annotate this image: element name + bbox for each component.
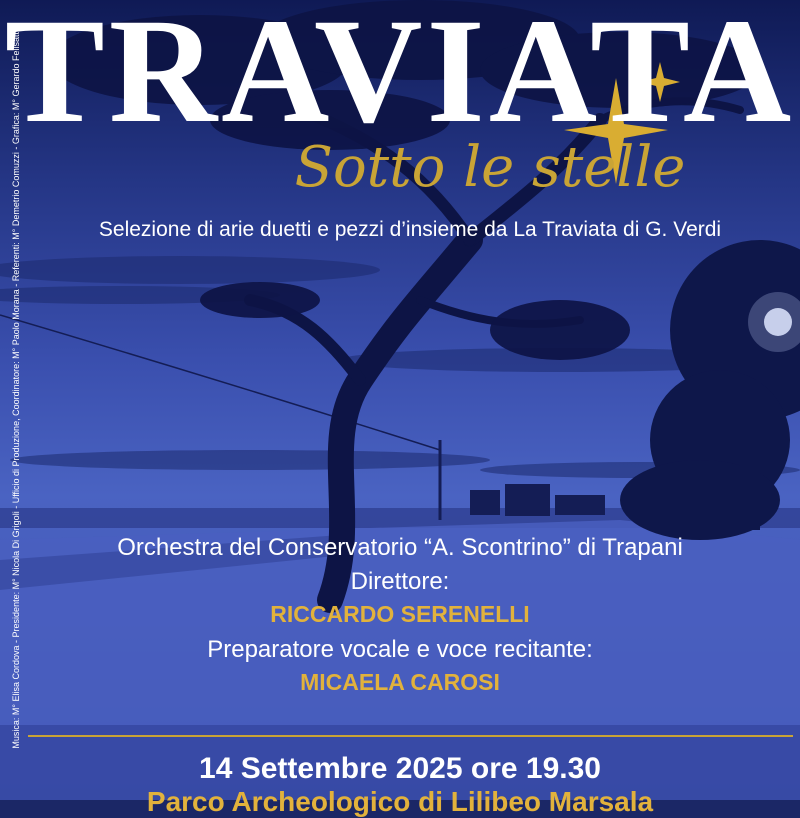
vocal-coach-name: MICAELA CAROSI <box>300 669 500 695</box>
poster-title: TRAVIATA <box>4 0 796 154</box>
director-label: Direttore: <box>350 568 450 595</box>
right-tree <box>620 240 800 540</box>
gold-divider <box>28 735 793 737</box>
poster-subtitle: Sotto le stelle <box>294 135 686 200</box>
production-credits: Musica: M° Elisa Cordova - Presidente: M° Nicola Di Grigoli - Ufficio di Produzione, Coordinatore: M° Paolo Morana - Referenti: M° Demetrio Comuzzi - Grafica: M° Gerardo Felisatti <box>11 30 21 749</box>
vocal-coach-label: Preparatore vocale e voce recitante: <box>207 636 593 663</box>
power-line <box>0 315 440 450</box>
orchestra-line: Orchestra del Conservatorio “A. Scontrino” di Trapani <box>117 534 683 561</box>
event-venue: Parco Archeologico di Lilibeo Marsala <box>146 786 654 817</box>
distant-buildings <box>470 484 605 516</box>
poster-tagline: Selezione di arie duetti e pezzi d’insieme da La Traviata di G. Verdi <box>98 218 722 241</box>
event-date-time: 14 Settembre 2025 ore 19.30 <box>199 752 601 785</box>
director-name: RICCARDO SERENELLI <box>270 601 530 627</box>
